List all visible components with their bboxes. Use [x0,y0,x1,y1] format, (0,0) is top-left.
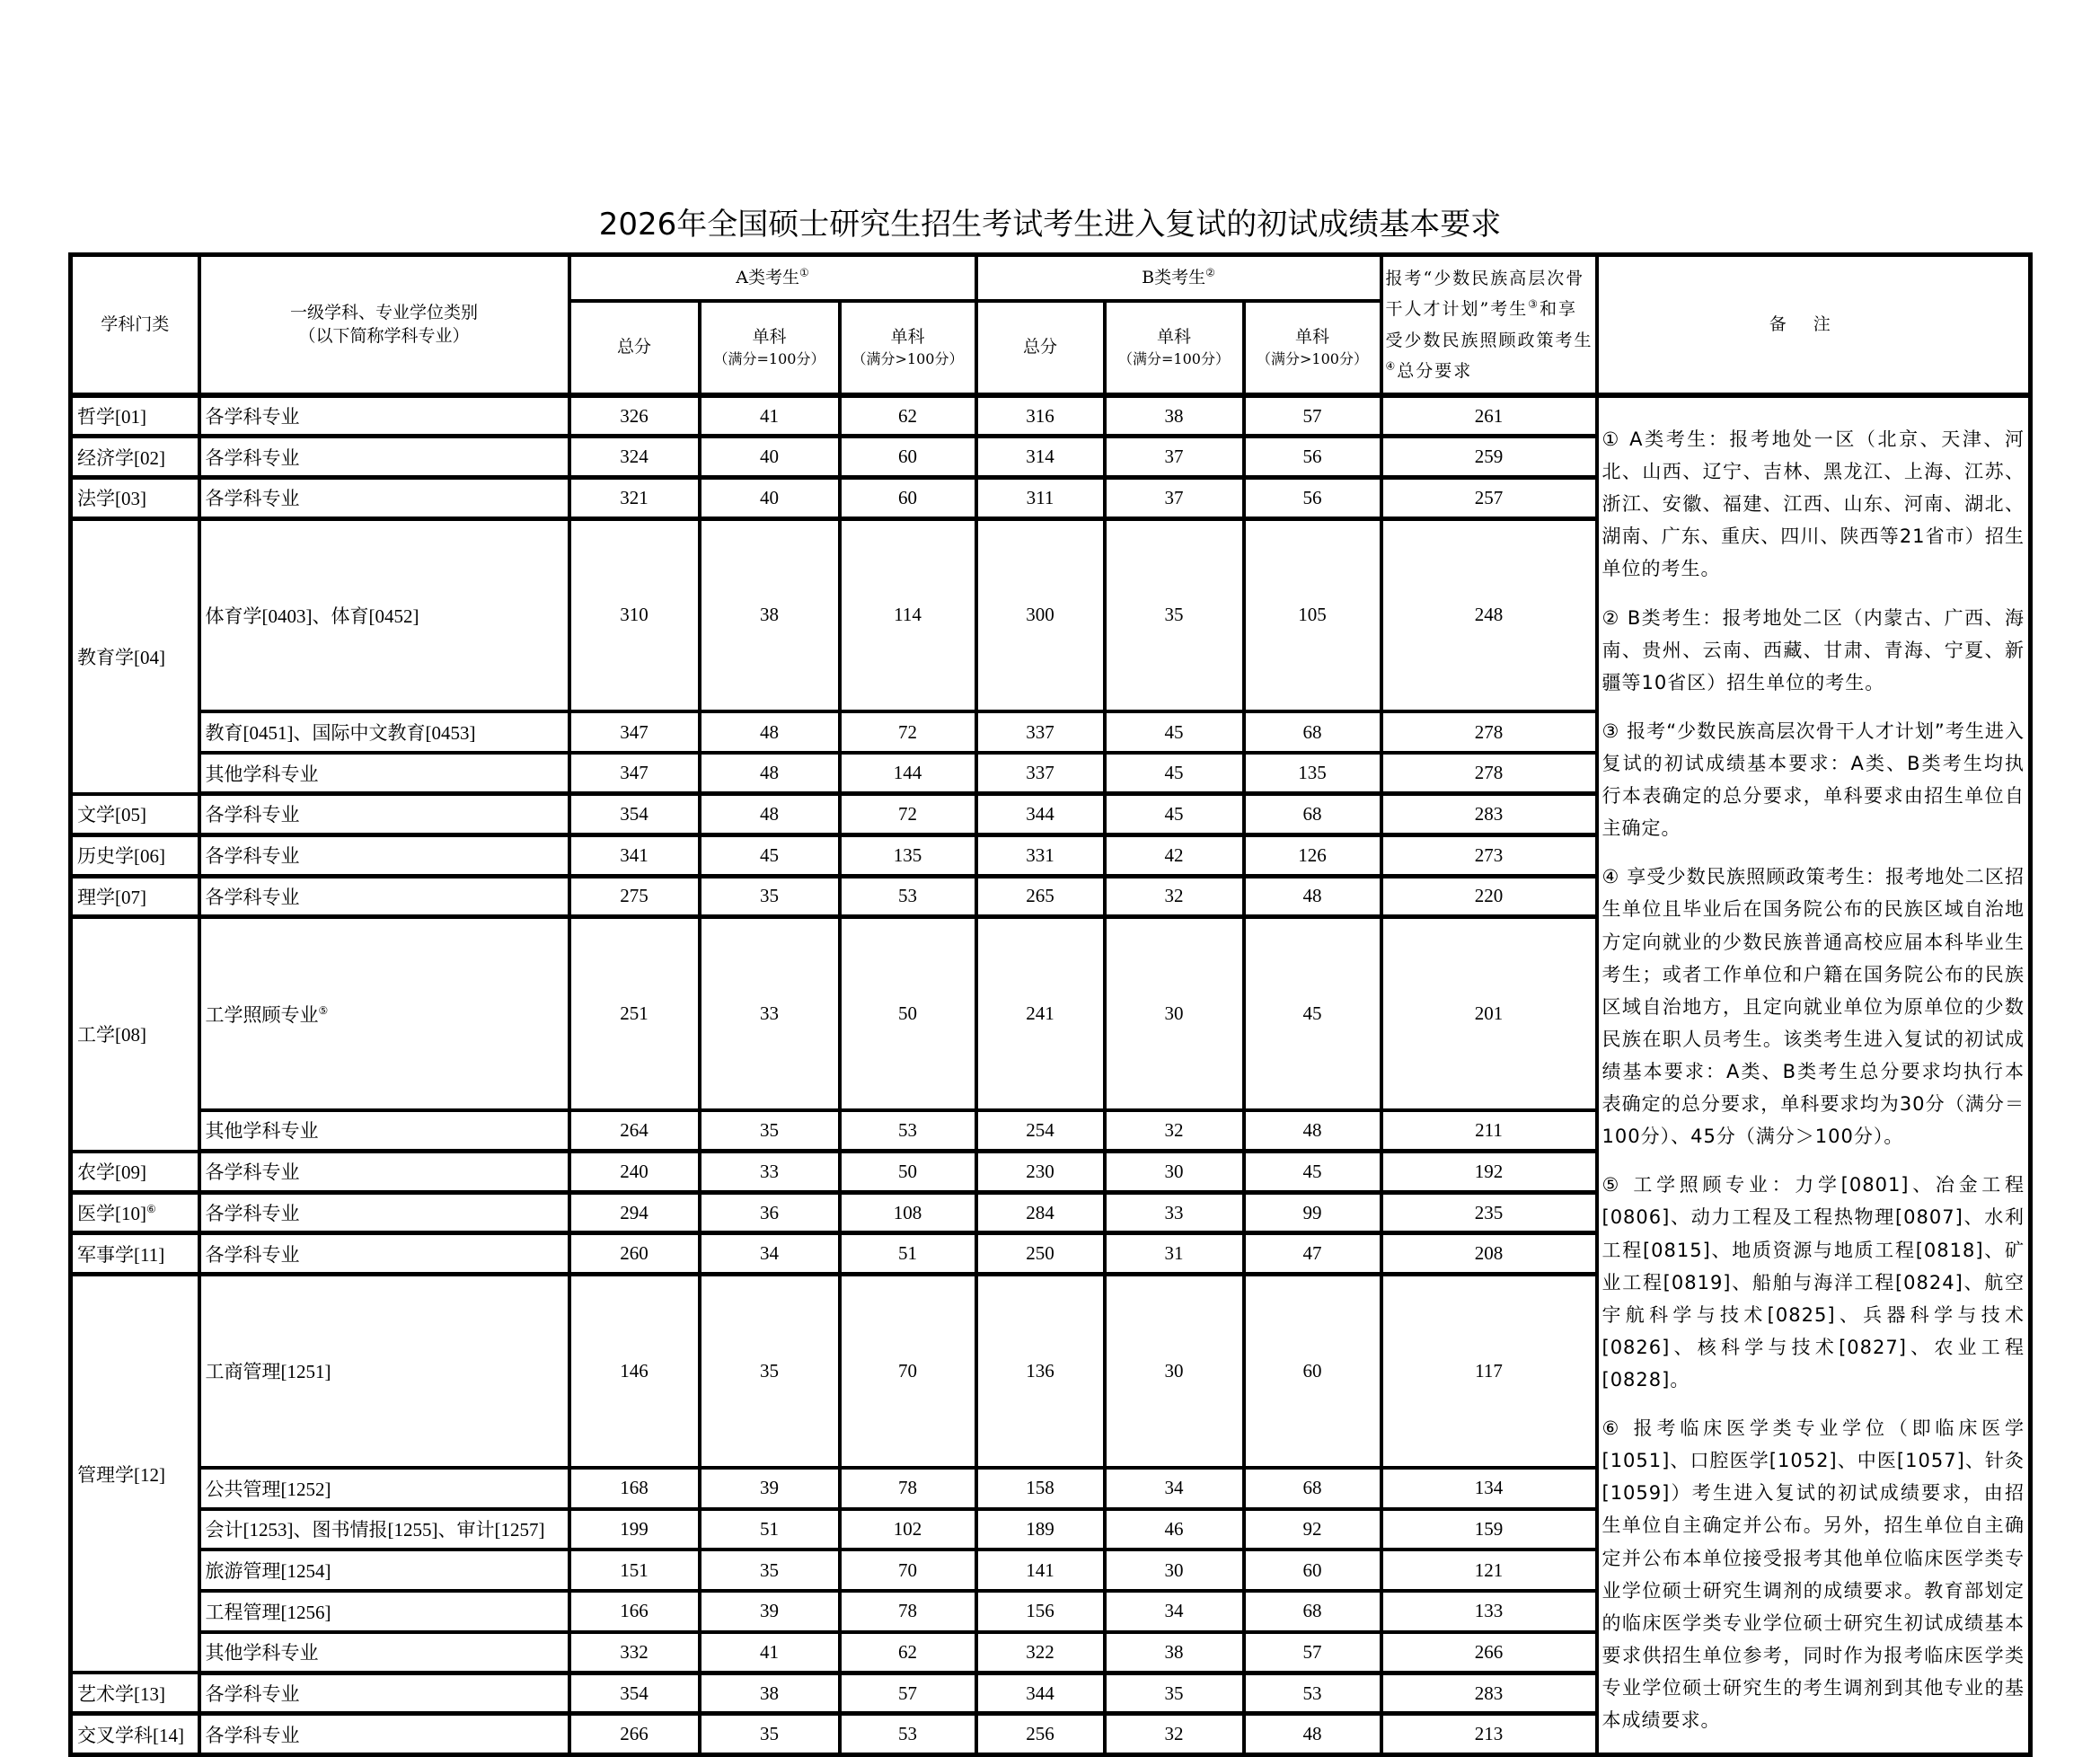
cell-b-eq100: 46 [1105,1509,1244,1550]
cell-b-total: 344 [976,794,1105,835]
remark-note: ② B类考生：报考地处二区（内蒙古、广西、海南、贵州、云南、西藏、甘肃、青海、宁夏、新疆等10省区）招生单位的考生。 [1601,606,2025,693]
cell-b-total: 158 [976,1468,1105,1509]
cell-a-gt100: 78 [840,1468,976,1509]
cell-category: 管理学[12] [71,1275,199,1673]
cell-b-gt100: 53 [1244,1673,1381,1714]
cell-b-total: 311 [976,477,1105,518]
table-body [71,395,2031,1755]
cell-b-total: 331 [976,834,1105,876]
cell-b-gt100: 48 [1244,1714,1381,1755]
cell-b-total: 156 [976,1591,1105,1632]
cell-minority: 211 [1381,1110,1597,1152]
remark-note: ① A类考生：报考地处一区（北京、天津、河北、山西、辽宁、吉林、黑龙江、上海、江苏、浙江、安徽、福建、江西、山东、河南、湖北、湖南、广东、重庆、四川、陕西等21省市）招生单位的考生。 [1601,428,2025,580]
cell-a-gt100: 53 [840,1714,976,1755]
cell-b-gt100: 68 [1244,1468,1381,1509]
header-minority-total: 报考“少数民族高层次骨干人才计划”考生③和享受少数民族照顾政策考生④总分要求 [1381,255,1597,396]
cell-a-eq100: 36 [700,1192,840,1233]
cell-a-total: 332 [569,1632,700,1673]
cell-b-eq100: 38 [1105,1632,1244,1673]
cell-a-total: 321 [569,477,700,518]
cell-specialty: 公共管理[1252] [199,1468,569,1509]
cell-minority: 278 [1381,711,1597,753]
cell-a-gt100: 78 [840,1591,976,1632]
cell-b-total: 322 [976,1632,1105,1673]
cell-specialty: 各学科专业 [199,1192,569,1233]
cell-a-eq100: 51 [700,1509,840,1550]
cell-a-total: 354 [569,794,700,835]
cell-a-eq100: 40 [700,477,840,518]
cell-a-eq100: 34 [700,1233,840,1275]
cell-b-total: 136 [976,1275,1105,1468]
cell-specialty: 各学科专业 [199,395,569,437]
cell-b-eq100: 45 [1105,711,1244,753]
remark-note: ⑥ 报考临床医学类专业学位（即临床医学[1051]、口腔医学[1052]、中医[1057]、针灸[1059]）考生进入复试的初试成绩要求，由招生单位自主确定并公布。另外，招生单位自主确定并公布本单位接受报考其他单位临床医学类专业学位硕士研究生调剂的成绩要求。教育部划定的临床医学类专业学位硕士研究生初试成绩基本要求供招生单位参考，同时作为报考临床医学类专业学位硕士研究生的考生调剂到其他专业的基本成绩要求。 [1601,1417,2025,1732]
cell-specialty: 各学科专业 [199,794,569,835]
cell-b-gt100: 99 [1244,1192,1381,1233]
cell-category: 艺术学[13] [71,1673,199,1714]
cell-a-total: 326 [569,395,700,437]
cell-specialty: 旅游管理[1254] [199,1550,569,1591]
cell-a-eq100: 38 [700,518,840,711]
score-requirements-table [68,252,2033,1757]
cell-b-eq100: 33 [1105,1192,1244,1233]
cell-a-eq100: 48 [700,753,840,794]
remark-note: ③ 报考“少数民族高层次骨干人才计划”考生进入复试的初试成绩基本要求：A类、B类考生均执行本表确定的总分要求，单科要求由招生单位自主确定。 [1601,720,2025,840]
cell-a-gt100: 50 [840,1152,976,1193]
cell-b-eq100: 38 [1105,395,1244,437]
cell-minority: 273 [1381,834,1597,876]
cell-minority: 283 [1381,794,1597,835]
cell-minority: 208 [1381,1233,1597,1275]
cell-b-gt100: 126 [1244,834,1381,876]
cell-b-eq100: 32 [1105,1714,1244,1755]
cell-a-total: 354 [569,1673,700,1714]
cell-a-gt100: 114 [840,518,976,711]
cell-a-total: 146 [569,1275,700,1468]
cell-minority: 259 [1381,437,1597,478]
remark-note: ⑤ 工学照顾专业：力学[0801]、冶金工程[0806]、动力工程及工程热物理[0807]、水利工程[0815]、地质资源与地质工程[0818]、矿业工程[0819]、船舶与海洋工程[0824]、航空宇航科学与技术[0825]、兵器科学与技术[0826]、核科学与技术[0827]、农业工程[0828]。 [1601,1174,2025,1391]
cell-b-eq100: 37 [1105,437,1244,478]
cell-b-eq100: 35 [1105,1673,1244,1714]
cell-specialty: 各学科专业 [199,834,569,876]
cell-b-gt100: 60 [1244,1275,1381,1468]
cell-category: 经济学[02] [71,437,199,478]
cell-b-gt100: 45 [1244,1152,1381,1193]
cell-a-total: 260 [569,1233,700,1275]
cell-a-eq100: 41 [700,395,840,437]
cell-minority: 266 [1381,1632,1597,1673]
cell-b-total: 230 [976,1152,1105,1193]
cell-specialty: 体育学[0403]、体育[0452] [199,518,569,711]
cell-b-eq100: 32 [1105,1110,1244,1152]
cell-a-gt100: 72 [840,794,976,835]
cell-a-gt100: 70 [840,1275,976,1468]
cell-b-eq100: 32 [1105,876,1244,917]
cell-specialty: 各学科专业 [199,1152,569,1193]
header-a-single-eq100: 单科 （满分=100分） [700,301,840,395]
cell-a-eq100: 39 [700,1468,840,1509]
cell-a-eq100: 38 [700,1673,840,1714]
cell-b-total: 256 [976,1714,1105,1755]
cell-specialty: 其他学科专业 [199,1110,569,1152]
cell-b-total: 254 [976,1110,1105,1152]
cell-a-gt100: 62 [840,1632,976,1673]
cell-category: 医学[10]⑥ [71,1192,199,1233]
cell-a-gt100: 50 [840,917,976,1110]
cell-b-gt100: 57 [1244,395,1381,437]
cell-minority: 278 [1381,753,1597,794]
cell-category: 交叉学科[14] [71,1714,199,1755]
cell-a-gt100: 60 [840,477,976,518]
header-group-a: A类考生① [569,255,976,302]
cell-specialty: 各学科专业 [199,1673,569,1714]
cell-b-gt100: 68 [1244,1591,1381,1632]
cell-specialty: 各学科专业 [199,876,569,917]
cell-a-eq100: 33 [700,1152,840,1193]
cell-a-total: 347 [569,753,700,794]
cell-b-eq100: 35 [1105,518,1244,711]
cell-category: 文学[05] [71,794,199,835]
cell-specialty: 各学科专业 [199,1714,569,1755]
cell-a-total: 151 [569,1550,700,1591]
cell-a-total: 341 [569,834,700,876]
cell-b-gt100: 92 [1244,1509,1381,1550]
header-b-total: 总分 [976,301,1105,395]
cell-a-eq100: 39 [700,1591,840,1632]
cell-category: 理学[07] [71,876,199,917]
cell-specialty: 各学科专业 [199,437,569,478]
cell-a-total: 266 [569,1714,700,1755]
cell-b-gt100: 48 [1244,876,1381,917]
cell-category: 军事学[11] [71,1233,199,1275]
cell-a-total: 264 [569,1110,700,1152]
cell-b-gt100: 135 [1244,753,1381,794]
cell-specialty: 工商管理[1251] [199,1275,569,1468]
header-specialty: 一级学科、专业学位类别 （以下简称学科专业） [199,255,569,396]
cell-b-gt100: 48 [1244,1110,1381,1152]
cell-b-eq100: 37 [1105,477,1244,518]
cell-a-total: 166 [569,1591,700,1632]
header-b-single-gt100: 单科 （满分>100分） [1244,301,1381,395]
cell-a-gt100: 70 [840,1550,976,1591]
cell-a-total: 168 [569,1468,700,1509]
cell-minority: 213 [1381,1714,1597,1755]
cell-b-gt100: 45 [1244,917,1381,1110]
cell-specialty: 工学照顾专业⑤ [199,917,569,1110]
cell-specialty: 各学科专业 [199,477,569,518]
cell-a-eq100: 35 [700,1714,840,1755]
header-b-single-eq100: 单科 （满分=100分） [1105,301,1244,395]
cell-b-eq100: 42 [1105,834,1244,876]
cell-b-eq100: 30 [1105,1275,1244,1468]
cell-b-total: 344 [976,1673,1105,1714]
cell-category: 哲学[01] [71,395,199,437]
cell-a-gt100: 62 [840,395,976,437]
cell-category: 法学[03] [71,477,199,518]
cell-category: 教育学[04] [71,518,199,794]
cell-a-gt100: 60 [840,437,976,478]
cell-b-total: 141 [976,1550,1105,1591]
cell-minority: 133 [1381,1591,1597,1632]
cell-a-gt100: 102 [840,1509,976,1550]
cell-a-total: 294 [569,1192,700,1233]
cell-minority: 283 [1381,1673,1597,1714]
cell-a-eq100: 41 [700,1632,840,1673]
cell-b-eq100: 30 [1105,917,1244,1110]
cell-b-eq100: 31 [1105,1233,1244,1275]
remarks-cell [1597,395,2031,1755]
cell-specialty: 其他学科专业 [199,1632,569,1673]
cell-category: 农学[09] [71,1152,199,1193]
cell-b-total: 250 [976,1233,1105,1275]
header-group-b: B类考生② [976,255,1381,302]
cell-a-gt100: 135 [840,834,976,876]
cell-specialty: 工程管理[1256] [199,1591,569,1632]
cell-minority: 201 [1381,917,1597,1110]
header-category: 学科门类 [71,255,199,396]
cell-b-gt100: 56 [1244,437,1381,478]
cell-a-gt100: 53 [840,1110,976,1152]
cell-a-total: 251 [569,917,700,1110]
cell-b-total: 314 [976,437,1105,478]
cell-b-eq100: 30 [1105,1152,1244,1193]
cell-minority: 134 [1381,1468,1597,1509]
header-remarks: 备注 [1597,255,2031,396]
cell-b-eq100: 45 [1105,753,1244,794]
cell-minority: 159 [1381,1509,1597,1550]
cell-specialty: 各学科专业 [199,1233,569,1275]
cell-b-total: 316 [976,395,1105,437]
cell-a-total: 275 [569,876,700,917]
cell-minority: 121 [1381,1550,1597,1591]
cell-minority: 192 [1381,1152,1597,1193]
cell-a-gt100: 53 [840,876,976,917]
cell-b-gt100: 60 [1244,1550,1381,1591]
cell-a-gt100: 51 [840,1233,976,1275]
cell-specialty: 其他学科专业 [199,753,569,794]
cell-b-total: 337 [976,711,1105,753]
page-title: 2026年全国硕士研究生招生考试考生进入复试的初试成绩基本要求 [598,207,1502,243]
cell-a-eq100: 35 [700,1550,840,1591]
cell-a-eq100: 48 [700,794,840,835]
cell-a-eq100: 35 [700,876,840,917]
cell-a-total: 310 [569,518,700,711]
cell-minority: 220 [1381,876,1597,917]
cell-b-gt100: 57 [1244,1632,1381,1673]
cell-a-total: 240 [569,1152,700,1193]
cell-b-gt100: 56 [1244,477,1381,518]
cell-b-eq100: 45 [1105,794,1244,835]
cell-minority: 117 [1381,1275,1597,1468]
cell-a-eq100: 40 [700,437,840,478]
cell-a-eq100: 33 [700,917,840,1110]
cell-a-eq100: 35 [700,1275,840,1468]
cell-b-total: 337 [976,753,1105,794]
header-a-single-gt100: 单科 （满分>100分） [840,301,976,395]
cell-minority: 261 [1381,395,1597,437]
table-row [71,395,2031,437]
cell-a-eq100: 35 [700,1110,840,1152]
cell-specialty: 会计[1253]、图书情报[1255]、审计[1257] [199,1509,569,1550]
cell-specialty: 教育[0451]、国际中文教育[0453] [199,711,569,753]
cell-a-gt100: 72 [840,711,976,753]
cell-b-eq100: 34 [1105,1468,1244,1509]
cell-a-eq100: 48 [700,711,840,753]
cell-b-gt100: 47 [1244,1233,1381,1275]
cell-minority: 248 [1381,518,1597,711]
cell-b-gt100: 68 [1244,794,1381,835]
cell-b-total: 189 [976,1509,1105,1550]
cell-a-gt100: 108 [840,1192,976,1233]
cell-category: 历史学[06] [71,834,199,876]
cell-b-eq100: 34 [1105,1591,1244,1632]
cell-a-total: 199 [569,1509,700,1550]
cell-minority: 257 [1381,477,1597,518]
cell-b-total: 265 [976,876,1105,917]
cell-a-gt100: 57 [840,1673,976,1714]
cell-a-gt100: 144 [840,753,976,794]
cell-b-gt100: 68 [1244,711,1381,753]
cell-b-eq100: 30 [1105,1550,1244,1591]
cell-b-total: 241 [976,917,1105,1110]
cell-b-total: 300 [976,518,1105,711]
cell-a-eq100: 45 [700,834,840,876]
cell-a-total: 324 [569,437,700,478]
cell-category: 工学[08] [71,917,199,1152]
header-a-total: 总分 [569,301,700,395]
cell-b-gt100: 105 [1244,518,1381,711]
cell-a-total: 347 [569,711,700,753]
cell-b-total: 284 [976,1192,1105,1233]
remark-note: ④ 享受少数民族照顾政策考生：报考地处二区招生单位且毕业后在国务院公布的民族区域自治地方定向就业的少数民族普通高校应届本科毕业生考生；或者工作单位和户籍在国务院公布的民族区域自治地方，且定向就业单位为原单位的少数民族在职人员考生。该类考生进入复试的初试成绩基本要求：A类、B类考生总分要求均执行本表确定的总分要求，单科要求均为30分（满分＝100分）、45分（满分＞100分）。 [1601,866,2025,1148]
cell-minority: 235 [1381,1192,1597,1233]
